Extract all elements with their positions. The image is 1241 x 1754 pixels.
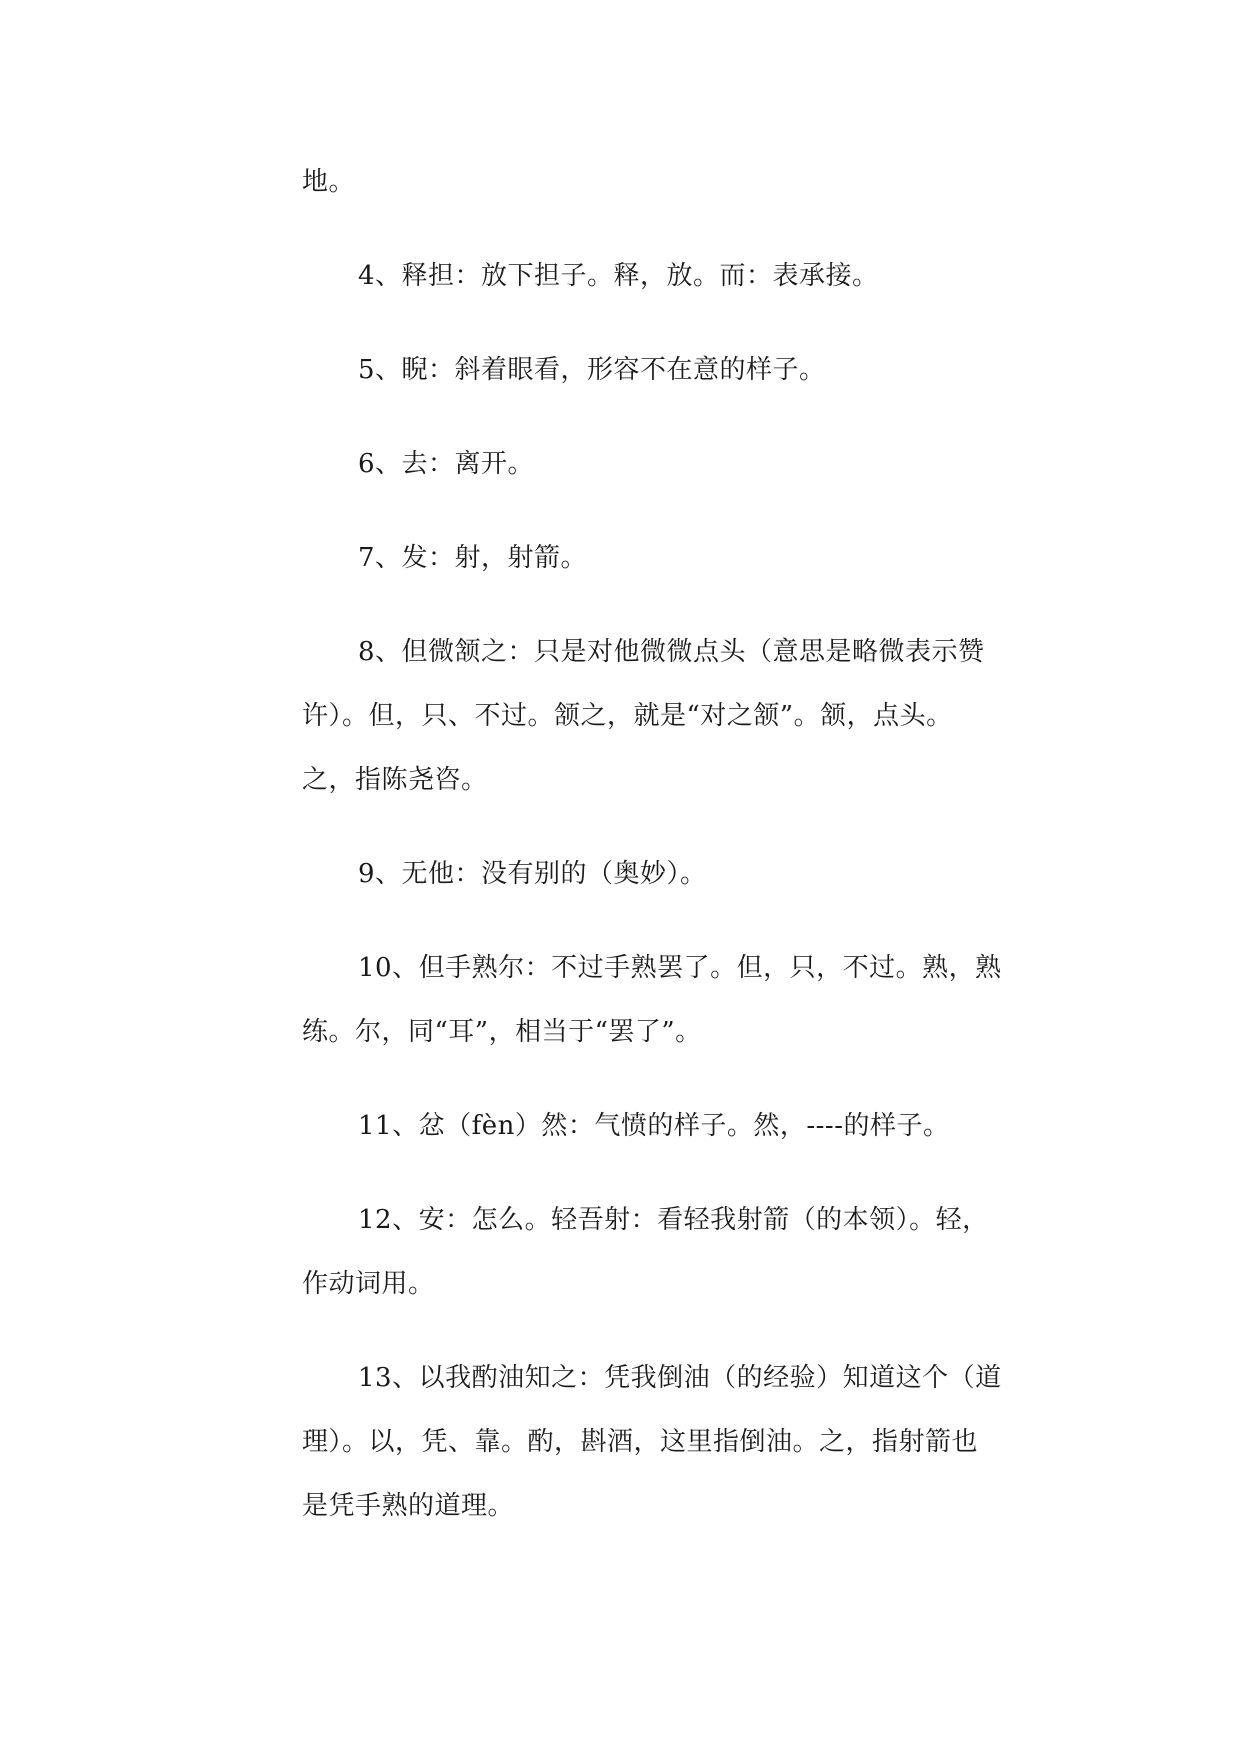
note-item-10: 10、但手熟尔：不过手熟罢了。但，只，不过。熟，熟 (358, 953, 1002, 983)
note-item-4: 4、释担：放下担子。释，放。而：表承接。 (358, 261, 879, 291)
note-item-5: 5、睨：斜着眼看，形容不在意的样子。 (358, 355, 826, 385)
note-item-7: 7、发：射，射箭。 (358, 543, 588, 573)
note-item-11: 11、忿（fèn）然：气愤的样子。然，----的样子。 (358, 1111, 950, 1141)
document-body (302, 150, 1054, 1538)
note-item-6: 6、去：离开。 (358, 449, 535, 479)
note-item-10-continued: 练。尔，同“耳”，相当于“罢了”。 (302, 1017, 702, 1047)
paragraph-line: 地。 (302, 167, 356, 197)
note-item-12: 12、安：怎么。轻吾射：看轻我射箭（的本领）。轻， (358, 1205, 989, 1235)
note-item-13-continued: 是凭手熟的道理。 (302, 1491, 515, 1521)
note-item-13: 13、以我酌油知之：凭我倒油（的经验）知道这个（道 (358, 1363, 1002, 1393)
note-item-9: 9、无他：没有别的（奥妙）。 (358, 859, 707, 889)
note-item-8-continued: 许）。但，只、不过。颔之，就是“对之颔”。颔，点头。 (302, 701, 953, 731)
note-item-8-continued: 之，指陈尧咨。 (302, 765, 488, 795)
note-item-12-continued: 作动词用。 (302, 1269, 435, 1299)
note-item-13-continued: 理）。以，凭、靠。酌，斟酒，这里指倒油。之，指射箭也 (302, 1427, 979, 1457)
note-item-8: 8、但微颔之：只是对他微微点头（意思是略微表示赞 (358, 637, 985, 667)
